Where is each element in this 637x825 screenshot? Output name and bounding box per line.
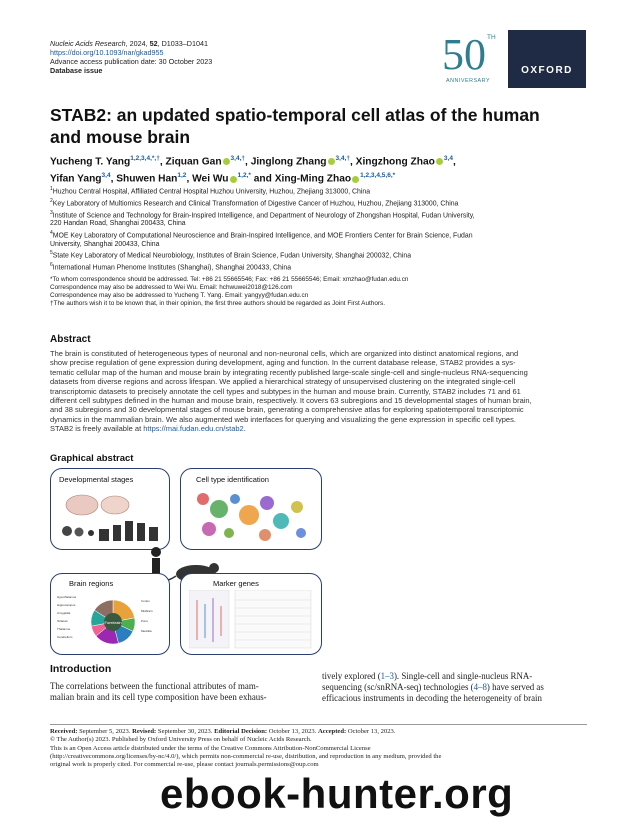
intro-line: malian brain and its cell type composition have been exhaus-	[50, 692, 267, 702]
affiliation-number: 6	[50, 261, 53, 268]
stab2-link[interactable]: https://mai.fudan.edu.cn/stab2	[143, 424, 244, 434]
panel-label: Marker genes	[213, 579, 259, 588]
abstract-availability: STAB2 is freely available at	[50, 424, 144, 434]
panel-label: Cell type identification	[196, 475, 269, 484]
author-name: Jinglong Zhang	[250, 156, 327, 168]
abstract-line: The brain is constituted of heterogeneous types of neuronal and non-neuronal cells, which are organized into distinct anatomical regions, and	[50, 349, 519, 358]
abstract-line: datasets from diverse regions and across lifespan. We applied a hierarchical strategy of unsupervised clustering on the integrated single-cell	[50, 377, 516, 387]
license-line: original work is properly cited. For commercial re-use, please contact journals.permissions@oup.com	[50, 761, 319, 769]
affiliation-number: 2	[50, 197, 53, 204]
introduction-heading: Introduction	[50, 663, 112, 675]
affiliation-text: International Human Phenome Institutes (Shanghai), Shanghai 200433, China	[52, 264, 292, 272]
intro-right-column	[322, 671, 586, 704]
accepted-date: October 13, 2023.	[347, 728, 396, 735]
author-list	[50, 152, 590, 187]
author-sup: 3,4	[101, 172, 111, 180]
pie-label: Thalamus	[57, 627, 71, 631]
abstract-line: tematic cellular map of the human and mouse brain by integrating recently published large-scale single-cell and single-nucleus RNA-sequencing	[50, 367, 528, 377]
author-sup: 1,2,3,4,*,†	[130, 155, 160, 162]
author-name: Yucheng T. Yang	[50, 156, 131, 168]
journal-citation	[50, 39, 208, 48]
affiliation-text: State Key Laboratory of Medical Neurobiology, Institutes of Brain Science, Fudan University, Shanghai 200032, China	[52, 252, 412, 260]
umap-illustration	[189, 487, 313, 545]
author-name: Wei Wu	[192, 173, 229, 185]
author-sep: ,	[350, 156, 356, 168]
correspondence-line: †The authors wish it to be known that, in their opinion, the first three authors should be regarded as Joint First Authors.	[50, 300, 385, 307]
reference-link[interactable]: 1–3	[380, 671, 394, 681]
pie-center-label: Forebrain	[104, 620, 122, 625]
intro-left-column	[50, 681, 312, 703]
article-title	[50, 104, 590, 148]
orcid-icon[interactable]	[223, 158, 230, 165]
affiliation-text: Huzhou Central Hospital, Affiliated Central Hospital Huzhou University, Huzhou, Zhejiang 313000, China	[52, 188, 371, 196]
affiliation-item	[50, 261, 595, 273]
pie-label: Hypothalamus	[57, 595, 77, 599]
panel-brain-regions	[50, 573, 170, 655]
pie-label: Striatum	[57, 619, 69, 623]
anniversary-number: 50	[442, 30, 486, 79]
abstract-body	[50, 349, 595, 434]
author-sep: ,	[245, 156, 251, 168]
editorial-label: Editorial Decision:	[214, 728, 268, 735]
dates-line	[50, 728, 595, 736]
affiliation-text: 220 Handan Road, Shanghai 200433, China	[50, 220, 186, 228]
pie-label: Pons	[141, 619, 148, 623]
oxford-logo: OXFORD	[508, 30, 586, 88]
author-sup: 3,4,†	[230, 155, 246, 162]
pie-label: Midbrain	[141, 609, 153, 613]
abstract-line: and 38 subregions and 30 developmental stages of mouse brain, generating a comprehensive atlas for exploring spatiotemporal transcriptomic	[50, 405, 524, 415]
author-sup: 3,4,†	[335, 155, 350, 162]
footer-divider	[50, 724, 587, 725]
correspondence-line: Correspondence may also be addressed to Yucheng T. Yang. Email: yangyy@fudan.edu.cn	[50, 292, 309, 299]
intro-line	[322, 682, 586, 693]
doi-link[interactable]: https://doi.org/10.1093/nar/gkad955	[50, 48, 164, 57]
affiliation-text: University, Shanghai 200433, China	[50, 240, 160, 248]
panel-cell-type-identification	[180, 468, 322, 550]
intro-line: The correlations between the functional attributes of mam-	[50, 681, 259, 691]
doi-line	[50, 48, 164, 57]
pie-label: Hippocampus	[57, 603, 76, 607]
correspondence-line: Correspondence may also be addressed to Wei Wu. Email: hchwuwei2018@126.com	[50, 284, 293, 291]
panel-label: Developmental stages	[59, 475, 134, 484]
panel-developmental-stages	[50, 468, 170, 550]
author-sep: ,	[110, 173, 117, 185]
marker-genes-illustration	[189, 590, 313, 650]
intro-line	[322, 671, 586, 682]
author-sep: ,	[159, 156, 166, 168]
author-sup: 1,2,3,4,5,6,*	[360, 172, 396, 180]
author-sup: 3,4	[443, 155, 453, 162]
issue-type: Database issue	[50, 66, 103, 75]
anniversary-th: TH	[487, 34, 496, 41]
affiliation-item	[50, 185, 595, 197]
revised-label: Revised:	[132, 728, 157, 735]
affiliation-item	[50, 229, 595, 241]
correspondence-line: *To whom correspondence should be addressed. Tel: +86 21 55665546; Fax: +86 21 55665546; Email: xmzhao@fudan.edu.cn	[50, 276, 409, 283]
brain-regions-pie	[55, 588, 165, 652]
orcid-icon[interactable]	[352, 176, 359, 183]
watermark-text: ebook-hunter.org	[160, 770, 514, 817]
affiliation-text: MOE Key Laboratory of Computational Neuroscience and Brain-Inspired Intelligence, and MOE Frontiers Center for Brain Science, Fudan	[52, 232, 473, 240]
received-label: Received:	[50, 728, 78, 735]
affiliation-text: Institute of Science and Technology for Brain-Inspired Intelligence, and Department of Neurology of Zhongshan Hospital, Fudan University,	[52, 211, 475, 219]
correspondence-block	[50, 276, 595, 308]
panel-marker-genes	[180, 573, 322, 655]
affiliation-number: 4	[50, 229, 53, 236]
title-line-2: and mouse brain	[50, 127, 191, 147]
affiliation-number: 1	[50, 186, 53, 192]
pie-label: Cortex	[141, 599, 150, 603]
affiliation-list	[50, 185, 595, 273]
pie-label: Cerebellum	[57, 635, 73, 639]
author-sep: ,	[452, 156, 456, 168]
developmental-stages-illustration	[57, 489, 163, 545]
anniversary-word: ANNIVERSARY	[446, 78, 491, 84]
abstract-line: transcriptomic datasets to precisely annotate the cell types and subtypes in the human and mouse brain. Currently, STAB2 includes 71 and 61	[50, 386, 521, 396]
abstract-line	[50, 424, 595, 433]
intro-text: Single-cell and single-nucleus RNA-	[401, 671, 533, 681]
author-sup: 1,2,*	[237, 172, 251, 180]
editorial-date: October 13, 2023.	[268, 728, 317, 735]
accepted-label: Accepted:	[318, 728, 347, 735]
affiliation-number: 3	[50, 209, 53, 216]
journal-year: , 2024,	[125, 39, 150, 48]
affiliation-item	[50, 249, 595, 261]
advance-access: Advance access publication date: 30 October 2023	[50, 57, 213, 66]
author-name: Xing-Ming Zhao	[274, 173, 352, 185]
intro-text: ).	[393, 671, 400, 681]
abstract-line: show precise regulation of gene expression during development, aging and function. In the current database release, STAB2 provides a sys-	[50, 358, 516, 368]
copyright-line: © The Author(s) 2023. Published by Oxford University Press on behalf of Nucleic Acids Research.	[50, 736, 312, 744]
revised-date: September 30, 2023.	[157, 728, 213, 735]
author-name: Ziquan Gan	[165, 156, 222, 168]
affiliation-item	[50, 241, 595, 250]
affiliation-text: Key Laboratory of Multiomics Research and Clinical Transformation of Digestive Cancer of Huzhou, Huzhou, Zhejiang 313000, China	[52, 200, 459, 208]
affiliation-item	[50, 220, 595, 229]
journal-name: Nucleic Acids Research	[50, 39, 126, 48]
author-name: Yifan Yang	[50, 173, 102, 185]
received-date: September 5, 2023.	[79, 728, 131, 735]
pie-label: Amygdala	[57, 611, 71, 615]
orcid-icon[interactable]	[436, 158, 443, 165]
author-name: Shuwen Han	[116, 173, 178, 185]
author-sup: 1,2	[177, 172, 187, 180]
orcid-icon[interactable]	[328, 158, 335, 165]
journal-pages: , D1033–D1041	[157, 39, 208, 48]
reference-link[interactable]: 4–8	[473, 682, 487, 692]
author-name: Xingzhong Zhao	[355, 156, 435, 168]
footer-block	[50, 728, 595, 769]
license-line: (http://creativecommons.org/licenses/by-nc/4.0/), which permits non-commercial re-use, distribution, and reproduction in any medium, provided the	[50, 752, 442, 760]
pie-label: Medulla	[141, 629, 152, 633]
intro-text: sequencing (sc/snRNA-seq) technologies (	[322, 682, 474, 692]
abstract-period: .	[243, 424, 246, 434]
journal-volume: 52	[149, 39, 158, 48]
title-line-1: STAB2: an updated spatio-temporal cell atlas of the human	[50, 105, 540, 125]
graphical-abstract-heading: Graphical abstract	[50, 453, 134, 464]
intro-line: efficacious instruments in decoding the heterogeneity of brain	[322, 693, 542, 703]
anniversary-logo-graphic	[440, 27, 500, 85]
license-line: This is an Open Access article distributed under the terms of the Creative Commons Attribution-NonCommercial License	[50, 744, 371, 752]
abstract-heading: Abstract	[50, 334, 91, 345]
author-sep: and	[250, 173, 275, 185]
affiliation-item	[50, 197, 595, 209]
intro-text: ) have served as	[486, 682, 544, 692]
anniversary-logo	[440, 27, 500, 85]
abstract-line: dynamics in the mammalian brain. We also augmented web interfaces for querying and visualizing the gene expression in specific cell types.	[50, 414, 516, 424]
affiliation-item	[50, 209, 595, 221]
orcid-icon[interactable]	[230, 176, 237, 183]
graphical-abstract-figure	[50, 468, 322, 653]
affiliation-number: 5	[50, 250, 53, 257]
abstract-line: different cell subtypes defined in the human and mouse brain, respectively. It covers 63 subregions and 15 developmental stages of human brain,	[50, 396, 532, 406]
panel-label: Brain regions	[69, 579, 114, 588]
intro-text: tively explored (	[322, 671, 381, 681]
author-line-1	[50, 152, 590, 169]
author-sep: ,	[186, 173, 193, 185]
